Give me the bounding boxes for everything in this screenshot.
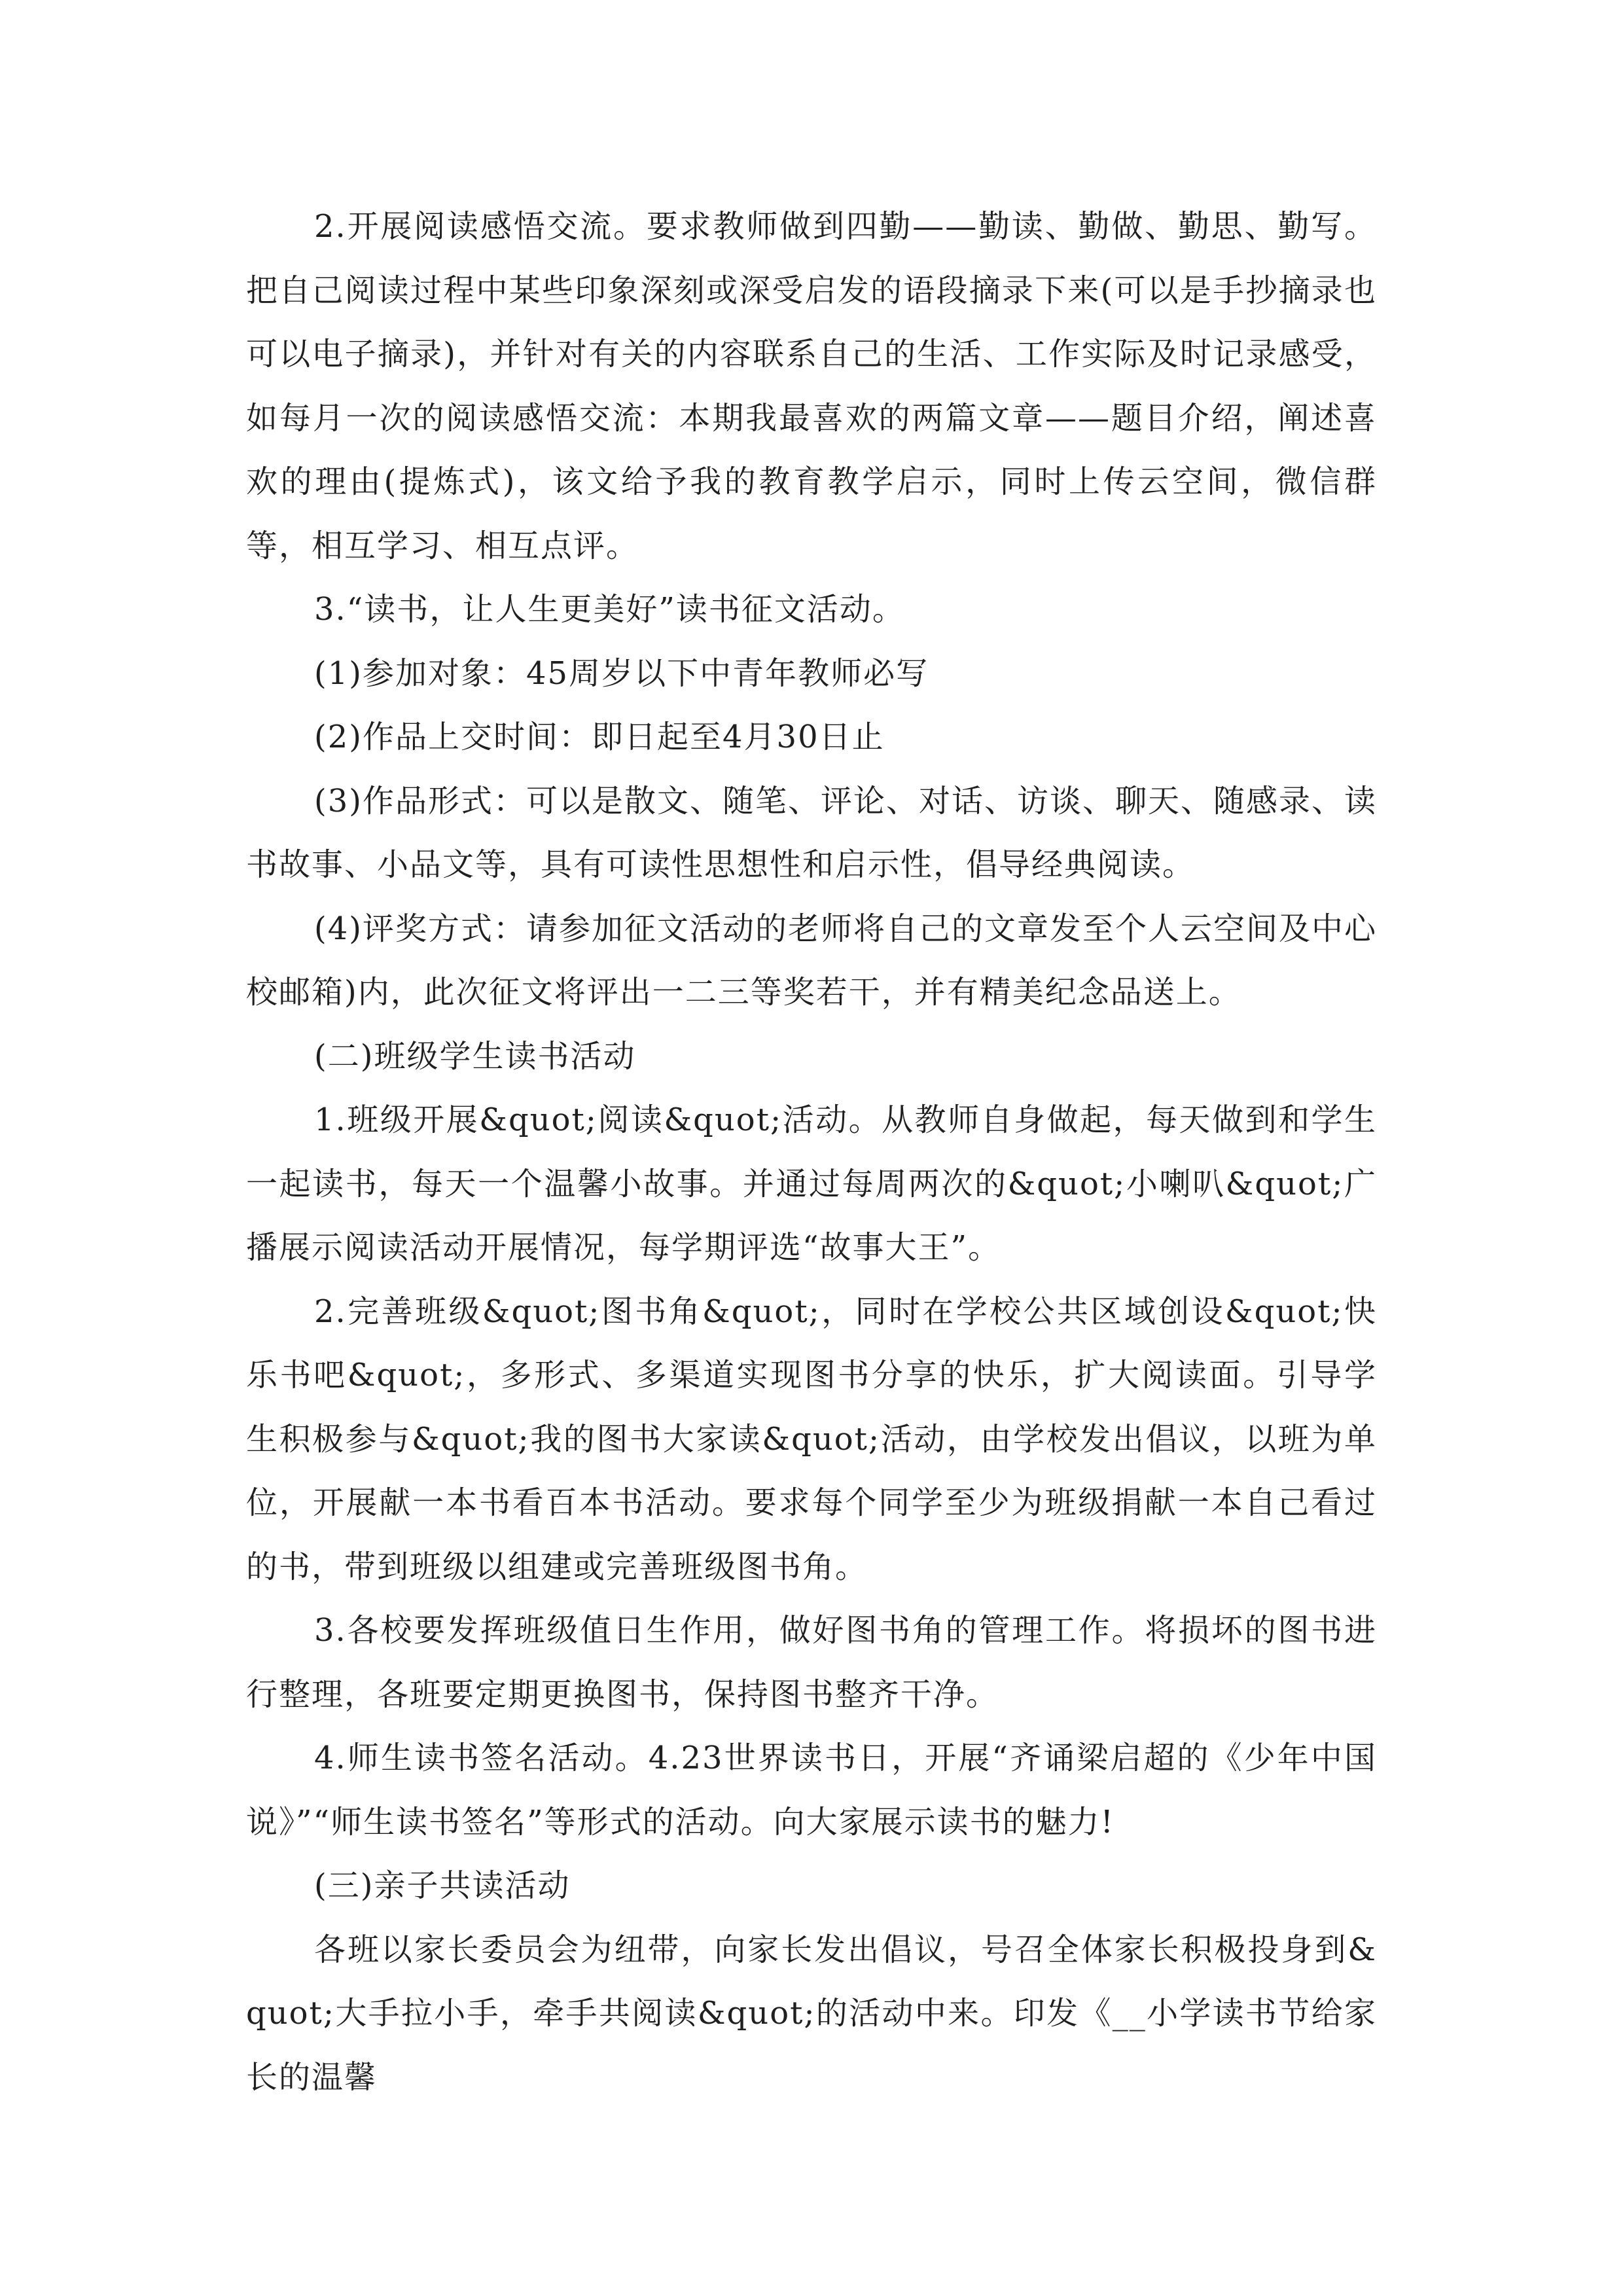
paragraph-reading-exchange: 2.开展阅读感悟交流。要求教师做到四勤——勤读、勤做、勤思、勤写。把自己阅读过程中某些印象深刻或深受启发的语段摘录下来(可以是手抄摘录也可以电子摘录)，并针对有关的内容联系自己的生活、工作实际及时记录感受，如每月一次的阅读感悟交流：本期我最喜欢的两篇文章——题目介绍，阐述喜欢的理由(提炼式)，该文给予我的教育教学启示，同时上传云空间，微信群等，相互学习、相互点评。 [246, 208, 1377, 564]
paragraph-award-method: (4)评奖方式：请参加征文活动的老师将自己的文章发至个人云空间及中心校邮箱)内，此次征文将评出一二三等奖若干，并有精美纪念品送上。 [246, 910, 1377, 1011]
paragraph-essay-activity: 3.“读书，让人生更美好”读书征文活动。 [314, 591, 905, 628]
paragraph-participants: (1)参加对象：45周岁以下中青年教师必写 [314, 655, 929, 692]
section-heading-parent-child: (三)亲子共读活动 [314, 1867, 571, 1904]
paragraph-parent-child-reading: 各班以家长委员会为纽带，向家长发出倡议，号召全体家长积极投身到&quot;大手拉小手，牵手共阅读&quot;的活动中来。印发《__小学读书节给家长的温馨 [246, 1931, 1377, 2096]
paragraph-book-corner-management: 3.各校要发挥班级值日生作用，做好图书角的管理工作。将损坏的图书进行整理，各班要定期更换图书，保持图书整齐干净。 [246, 1612, 1377, 1713]
paragraph-signature-activity: 4.师生读书签名活动。4.23世界读书日，开展“齐诵梁启超的《少年中国说》”“师生读书签名”等形式的活动。向大家展示读书的魅力! [246, 1740, 1377, 1840]
paragraph-book-corner: 2.完善班级&quot;图书角&quot;，同时在学校公共区域创设&quot;快乐书吧&quot;，多形式、多渠道实现图书分享的快乐，扩大阅读面。引导学生积极参与&quot;我的图书大家读&quot;活动，由学校发出倡议，以班为单位，开展献一本书看百本书活动。要求每个同学至少为班级捐献一本自己看过的书，带到班级以组建或完善班级图书角。 [246, 1293, 1377, 1585]
document-body [246, 195, 1377, 2109]
paragraph-deadline: (2)作品上交时间：即日起至4月30日止 [314, 719, 885, 755]
paragraph-class-reading-activity: 1.班级开展&quot;阅读&quot;活动。从教师自身做起，每天做到和学生一起读书，每天一个温馨小故事。并通过每周两次的&quot;小喇叭&quot;广播展示阅读活动开展情况，每学期评选“故事大王”。 [246, 1102, 1377, 1266]
paragraph-work-form: (3)作品形式：可以是散文、随笔、评论、对话、访谈、聊天、随感录、读书故事、小品文等，具有可读性思想性和启示性，倡导经典阅读。 [246, 782, 1377, 883]
section-heading-class-reading: (二)班级学生读书活动 [314, 1037, 636, 1075]
